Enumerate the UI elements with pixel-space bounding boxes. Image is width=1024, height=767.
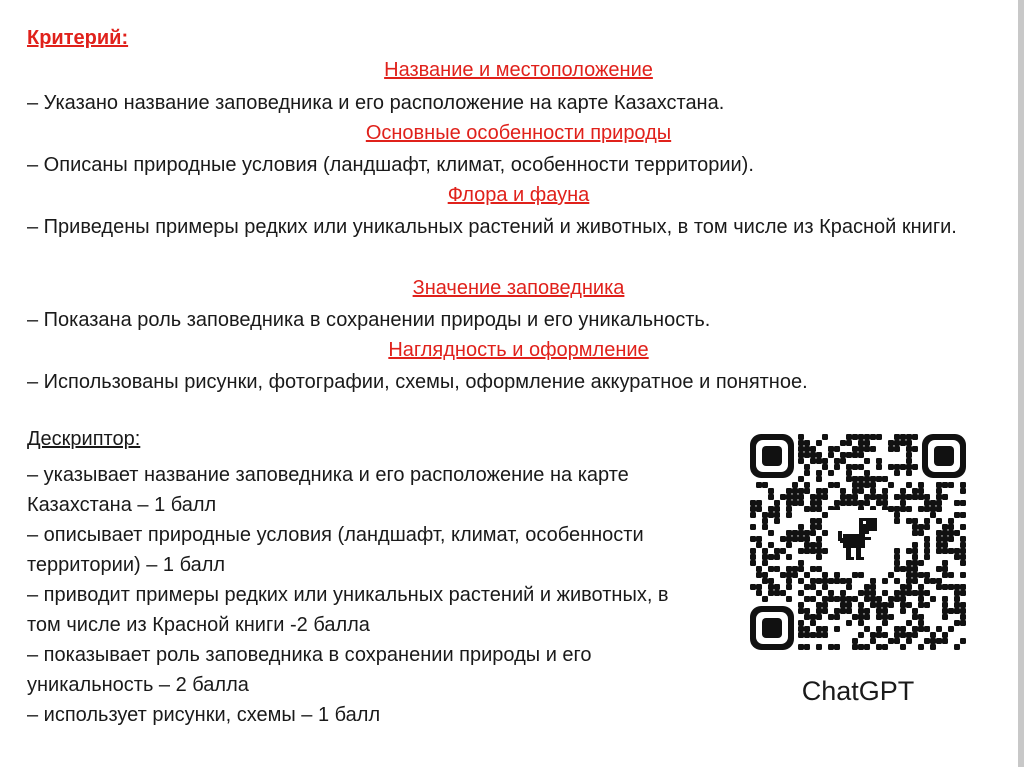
section-heading-flora-fauna: Флора и фауна — [447, 184, 590, 206]
section-description-name-location: – Указано название заповедника и его расположение на карте Казахстана. — [27, 92, 725, 114]
section-heading-visual-design: Наглядность и оформление — [388, 339, 649, 361]
section-heading-name-location: Название и местоположение — [384, 59, 653, 81]
section-description-reserve-significance: – Показана роль заповедника в сохранении природы и его уникальность. — [27, 309, 711, 331]
section-heading-nature-features: Основные особенности природы — [365, 122, 672, 144]
slide-edge — [1018, 0, 1024, 767]
descriptor-title: Дескриптор: — [27, 428, 141, 450]
qr-finder-bottom-left — [750, 606, 794, 650]
qr-caption: ChatGPT — [801, 676, 915, 706]
descriptor-item: – указывает название заповедника и его расположение на карте Казахстана – 1 балл — [27, 464, 629, 516]
qr-code — [746, 430, 970, 654]
descriptor-item: – показывает роль заповедника в сохранении природы и его уникальность – 2 балла — [27, 644, 592, 696]
qr-finder-top-right — [922, 434, 966, 478]
criteria-title: Критерий: — [27, 27, 129, 49]
descriptor-item: – описывает природные условия (ландшафт, климат, особенности территории) – 1 балл — [27, 524, 644, 576]
descriptor-item: – приводит примеры редких или уникальных растений и животных, в том числе из Красной книги -2 балла — [27, 584, 669, 636]
section-description-flora-fauna: – Приведены примеры редких или уникальных растений и животных, в том числе из Красной книги. — [27, 216, 957, 238]
section-description-visual-design: – Использованы рисунки, фотографии, схемы, оформление аккуратное и понятное. — [27, 371, 808, 393]
qr-finder-top-left — [750, 434, 794, 478]
descriptor-list — [27, 460, 687, 730]
section-description-nature-features: – Описаны природные условия (ландшафт, климат, особенности территории). — [27, 154, 754, 176]
descriptor-item: – использует рисунки, схемы – 1 балл — [27, 704, 381, 726]
section-heading-reserve-significance: Значение заповедника — [412, 277, 625, 299]
